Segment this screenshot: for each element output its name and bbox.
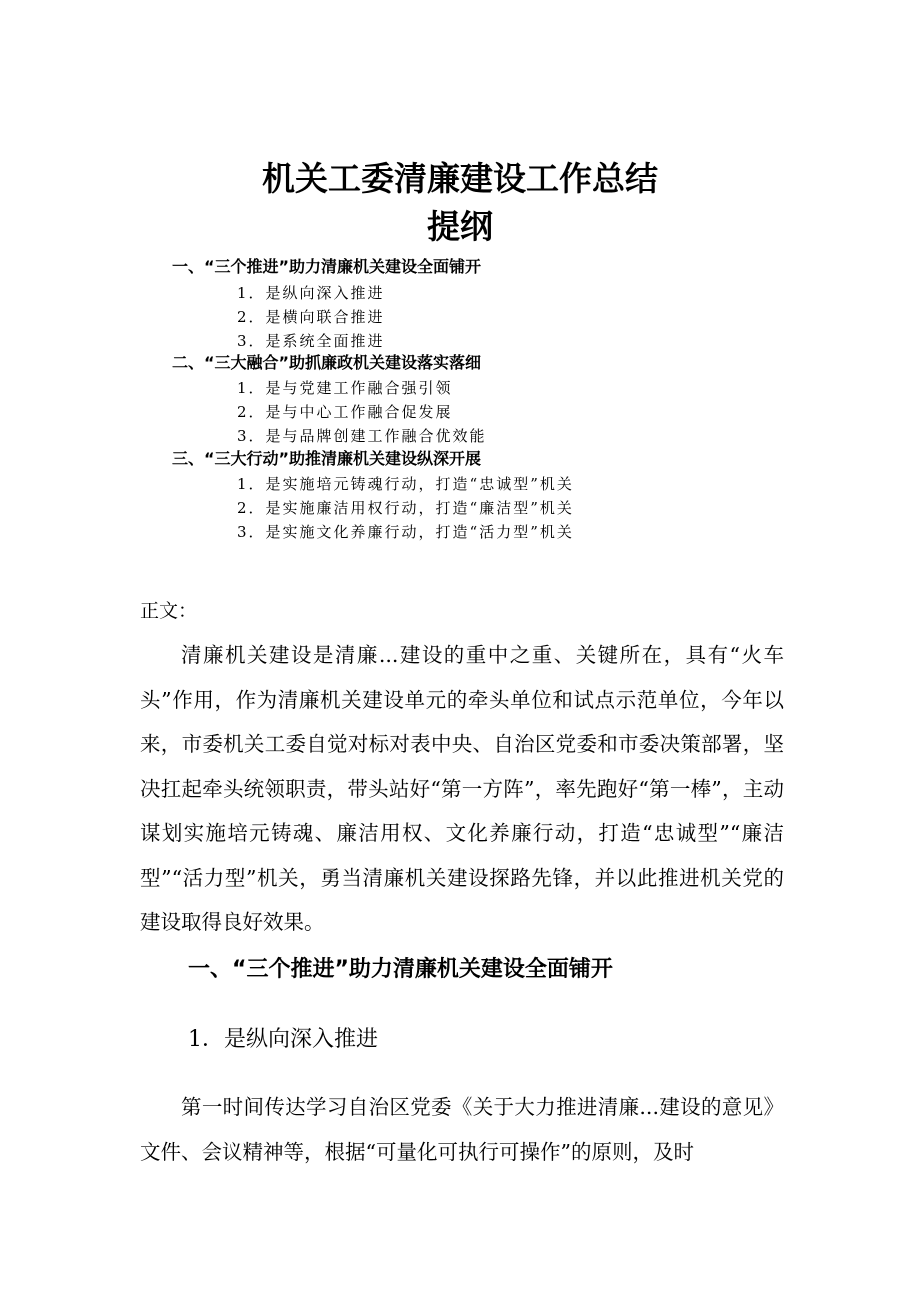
section-heading: 一、“三个推进”助力清廉机关建设全面铺开 [188,957,613,982]
document-title: 机关工委清廉建设工作总结 [262,159,658,198]
outline-item: 2．是横向联合推进 [237,308,385,326]
outline-item: 3．是系统全面推进 [237,332,385,350]
outline-item: 2．是与中心工作融合促发展 [237,403,453,421]
document-subtitle: 提纲 [427,207,493,246]
intro-paragraph: 清廉机关建设是清廉...建设的重中之重、关键所在，具有“火车头”作用，作为清廉机关建设单元的牵头单位和试点示范单位，今年以来，市委机关工委自觉对标对表中央、自治区党委和市委决策部署，坚决扛起牵头统领职责，带头站好“第一方阵”，率先跑好“第一棒”，主动谋划实施培元铸魂、廉洁用权、文化养廉行动，打造“忠诚型”“廉洁型”“活力型”机关，勇当清廉机关建设探路先锋，并以此推进机关党的建设取得良好效果。 [140,643,784,934]
outline-heading-2: 二、“三大融合”助抓廉政机关建设落实落细 [172,353,482,372]
outline-item: 3．是实施文化养廉行动，打造“活力型”机关 [237,523,574,541]
subsection-heading: 1．是纵向深入推进 [188,1027,378,1052]
outline-item: 2．是实施廉洁用权行动，打造“廉洁型”机关 [237,499,574,517]
body-label: 正文： [140,600,198,622]
outline-item: 1．是纵向深入推进 [237,284,385,302]
outline-heading-1: 一、“三个推进”助力清廉机关建设全面铺开 [172,257,482,276]
outline-item: 1．是与党建工作融合强引领 [237,379,453,397]
outline-heading-3: 三、“三大行动”助推清廉机关建设纵深开展 [172,449,482,468]
outline-item: 1．是实施培元铸魂行动，打造“忠诚型”机关 [237,475,574,493]
body-paragraph: 第一时间传达学习自治区党委《关于大力推进清廉...建设的意见》文件、会议精神等，根据“可量化可执行可操作”的原则，及时 [140,1095,784,1164]
outline-item: 3．是与品牌创建工作融合优效能 [237,427,487,445]
